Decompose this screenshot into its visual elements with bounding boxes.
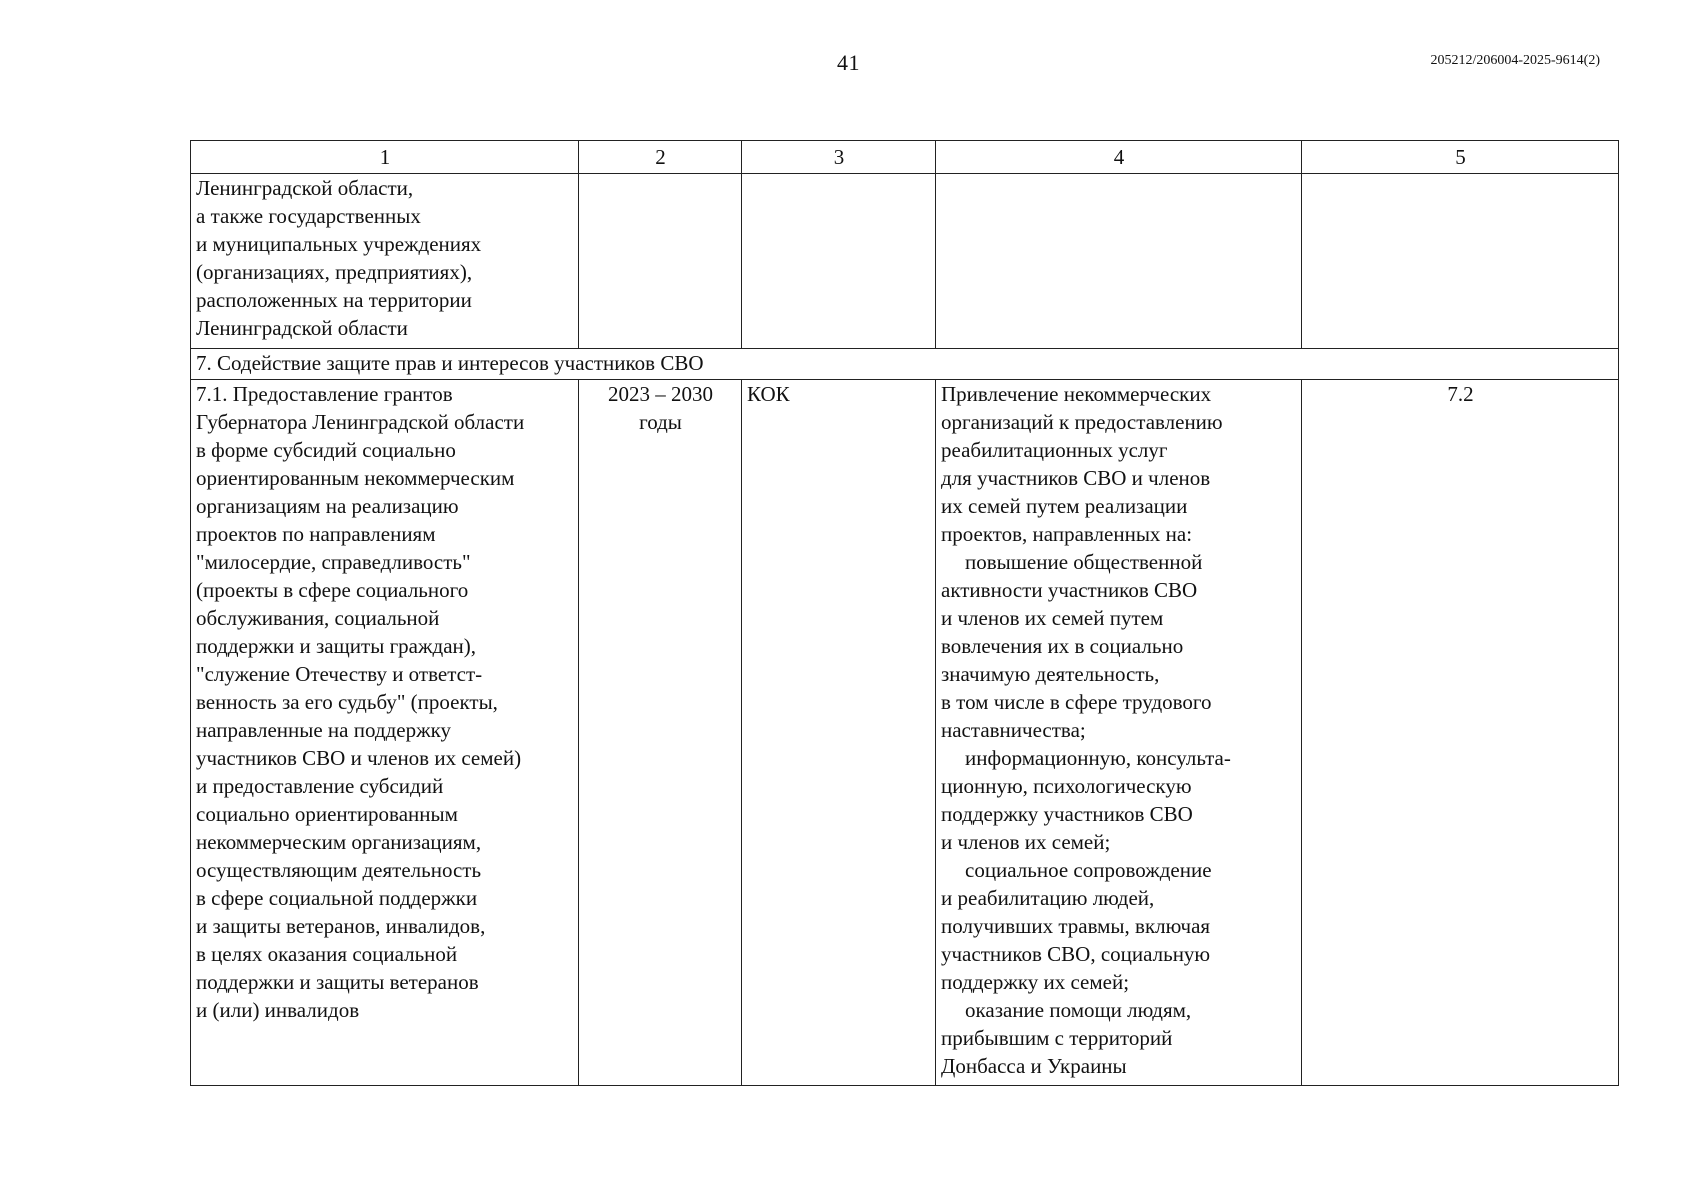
text-line: повышение общественной: [965, 550, 1203, 574]
text-line: (организациях, предприятиях),: [196, 260, 473, 284]
text-line: значимую деятельность,: [941, 662, 1160, 686]
row-7-1-activity: [191, 380, 579, 1086]
text-line: и муниципальных учреждениях: [196, 232, 482, 256]
text-line: активности участников СВО: [941, 578, 1198, 602]
row-7-1-indicator: 7.2: [1302, 380, 1619, 1086]
row-7-1-period: [579, 380, 742, 1086]
text-line: и предоставление субсидий: [196, 774, 444, 798]
text-line: проектов, направленных на:: [941, 522, 1193, 546]
program-table: [190, 140, 1619, 1086]
text-line: поддержки и защиты граждан),: [196, 634, 477, 658]
text-line: ционную, психологическую: [941, 774, 1192, 798]
column-header-3: 3: [742, 141, 936, 174]
text-line: в том числе в сфере трудового: [941, 690, 1212, 714]
text-line: осуществляющим деятельность: [196, 858, 482, 882]
text-line: участников СВО, социальную: [941, 942, 1211, 966]
section-row: [191, 349, 1619, 380]
text-line: Губернатора Ленинградской области: [196, 410, 525, 434]
text-line: социально ориентированным: [196, 802, 458, 826]
text-line: расположенных на территории: [196, 288, 472, 312]
text-line: 2023 – 2030: [608, 382, 713, 406]
text-line: "служение Отечеству и ответст-: [196, 662, 483, 686]
row-7-1-result: [936, 380, 1302, 1086]
row-7-1-executor: КОК: [742, 380, 936, 1086]
text-line: поддержку участников СВО: [941, 802, 1193, 826]
document-id: 205212/206004-2025-9614(2): [1430, 53, 1600, 68]
page-number: 41: [837, 50, 860, 75]
continued-row: [191, 174, 1619, 349]
text-line: и реабилитацию людей,: [941, 886, 1155, 910]
text-line: некоммерческим организациям,: [196, 830, 482, 854]
continued-row-col5: [1302, 174, 1619, 349]
text-line: поддержки и защиты ветеранов: [196, 970, 479, 994]
text-line: участников СВО и членов их семей): [196, 746, 522, 770]
text-line: и членов их семей путем: [941, 606, 1164, 630]
text-line: наставничества;: [941, 718, 1086, 742]
column-header-5: 5: [1302, 141, 1619, 174]
continued-row-col3: [742, 174, 936, 349]
column-number-row: [191, 141, 1619, 174]
text-line: получивших травмы, включая: [941, 914, 1211, 938]
continued-row-col2: [579, 174, 742, 349]
text-line: а также государственных: [196, 204, 421, 228]
continued-row-col4: [936, 174, 1302, 349]
text-line: венность за его судьбу" (проекты,: [196, 690, 498, 714]
text-line: организаций к предоставлению: [941, 410, 1223, 434]
text-line: реабилитационных услуг: [941, 438, 1168, 462]
text-line: в форме субсидий социально: [196, 438, 456, 462]
column-header-1: 1: [191, 141, 579, 174]
text-line: прибывшим с территорий: [941, 1026, 1173, 1050]
text-line: их семей путем реализации: [941, 494, 1188, 518]
text-line: Привлечение некоммерческих: [941, 382, 1212, 406]
text-line: вовлечения их в социально: [941, 634, 1184, 658]
text-line: информационную, консульта-: [965, 746, 1231, 770]
text-line: в целях оказания социальной: [196, 942, 458, 966]
text-line: Донбасса и Украины: [941, 1054, 1127, 1078]
text-line: в сфере социальной поддержки: [196, 886, 478, 910]
continued-row-col1: [191, 174, 579, 349]
text-line: обслуживания, социальной: [196, 606, 440, 630]
text-line: оказание помощи людям,: [965, 998, 1192, 1022]
text-line: социальное сопровождение: [965, 858, 1212, 882]
column-header-4: 4: [936, 141, 1302, 174]
text-line: годы: [639, 410, 682, 434]
row-7-1: [191, 380, 1619, 1086]
text-line: организациям на реализацию: [196, 494, 459, 518]
text-line: 7.1. Предоставление грантов: [196, 382, 453, 406]
text-line: ориентированным некоммерческим: [196, 466, 515, 490]
text-line: и членов их семей;: [941, 830, 1111, 854]
column-header-2: 2: [579, 141, 742, 174]
text-line: и (или) инвалидов: [196, 998, 360, 1022]
text-line: Ленинградской области,: [196, 176, 414, 200]
text-line: Ленинградской области: [196, 316, 408, 340]
text-line: "милосердие, справедливость": [196, 550, 471, 574]
text-line: и защиты ветеранов, инвалидов,: [196, 914, 486, 938]
text-line: поддержку их семей;: [941, 970, 1130, 994]
section-title: 7. Содействие защите прав и интересов участников СВО: [191, 349, 1619, 380]
text-line: направленные на поддержку: [196, 718, 451, 742]
text-line: (проекты в сфере социального: [196, 578, 469, 602]
text-line: проектов по направлениям: [196, 522, 436, 546]
text-line: для участников СВО и членов: [941, 466, 1211, 490]
